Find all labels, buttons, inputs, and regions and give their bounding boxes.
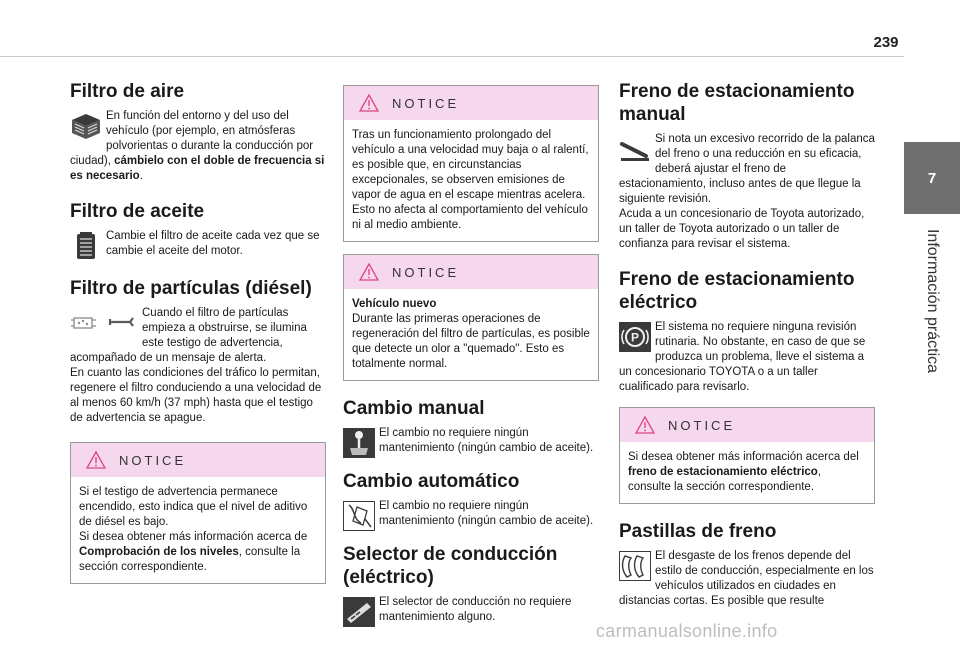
drive-selector-title-2: (eléctrico) bbox=[343, 567, 434, 588]
oil-filter-title: Filtro de aceite bbox=[70, 201, 205, 222]
brake-pads-text: El desgaste de los frenos depende del estilo de conducción, especialmente en los vehículos utilizados en ciudades en distancias cortas. Es posible que resulte bbox=[619, 550, 874, 607]
parking-brake-text-1: Si nota un excesivo recorrido de la palanca del freno o una reducción en su eficacia, deberá ajustar el freno de estacionamiento, incluso antes de que llegue la siguiente revisión. bbox=[619, 133, 875, 205]
parking-brake-body bbox=[619, 132, 875, 252]
particle-filter-text-1: Cuando el filtro de partículas empieza a obstruirse, se ilumina este testigo de advertencia, acompañado de un mensaje de alerta. bbox=[70, 307, 307, 364]
gear-lever-icon bbox=[343, 428, 375, 458]
notice-4-label: NOTICE bbox=[668, 417, 736, 433]
manual-gearbox-title: Cambio manual bbox=[343, 398, 485, 419]
air-filter-body bbox=[70, 109, 326, 184]
page-number: 239 bbox=[873, 34, 899, 51]
parking-brake-title-2: manual bbox=[619, 104, 686, 125]
oil-filter-text: Cambie el filtro de aceite cada vez que se cambie el aceite del motor. bbox=[106, 230, 320, 257]
parking-brake-text-2: Acuda a un concesionario de Toyota autorizado, un taller de Toyota autorizado o un taller de confianza para revisar el sistema. bbox=[619, 208, 865, 250]
particle-filter-warning-icon bbox=[70, 308, 138, 338]
chapter-title bbox=[912, 226, 952, 376]
air-filter-text-b: cámbielo con el doble de frecuencia si es necesario bbox=[70, 155, 325, 182]
particle-filter-body bbox=[70, 306, 326, 426]
electric-parking-brake-title-1: Freno de estacionamiento bbox=[619, 269, 855, 290]
notice-2-text: Tras un funcionamiento prolongado del vehículo a una velocidad muy baja o al ralentí, es posible que, en circunstancias excepcionales, se observen emisiones de vapor de agua en el escape mientras acelera. Esto no afecta al comportamiento del vehículo ni al medio ambiente. bbox=[352, 129, 589, 231]
air-filter-text-a: En función del entorno y del uso del vehículo (por ejemplo, en atmósferas polvorientas o durante la conducción por ciudad), bbox=[70, 110, 314, 167]
watermark: carmanualsonline.info bbox=[596, 621, 778, 641]
notice-1-text-2c: , consulte la sección correspondiente. bbox=[79, 546, 301, 573]
automatic-gearbox-icon bbox=[343, 501, 375, 531]
drive-selector-body bbox=[343, 595, 599, 627]
automatic-gearbox-title: Cambio automático bbox=[343, 471, 520, 492]
svg-text:P: P bbox=[630, 330, 640, 345]
automatic-gearbox-body bbox=[343, 499, 599, 531]
manual-gearbox-body bbox=[343, 426, 599, 458]
notice-4-text-b: freno de estacionamiento eléctrico bbox=[628, 466, 818, 478]
drive-selector-title-1: Selector de conducción bbox=[343, 544, 558, 565]
notice-4-text-a: Si desea obtener más información acerca del bbox=[628, 451, 859, 463]
warning-triangle-icon bbox=[634, 415, 656, 435]
notice-1-text-1: Si el testigo de advertencia permanece encendido, esto indica que el nivel de aditivo de diésel es bajo. bbox=[79, 486, 308, 528]
drive-selector-icon bbox=[343, 597, 375, 627]
brake-pads-title: Pastillas de freno bbox=[619, 521, 777, 542]
particle-filter-text-2: En cuanto las condiciones del tráfico lo permitan, regenere el filtro conduciendo a una velocidad de al menos 60 km/h (37 mph) hasta que el testigo de advertencia se apague. bbox=[70, 367, 322, 424]
notice-3-label: NOTICE bbox=[392, 264, 460, 280]
particle-filter-title: Filtro de partículas (diésel) bbox=[70, 278, 312, 299]
notice-1-label: NOTICE bbox=[119, 452, 187, 468]
oil-filter-icon bbox=[70, 231, 102, 261]
electric-parking-brake-text: El sistema no requiere ninguna revisión rutinaria. No obstante, en caso de que se produzca un problema, lleve el sistema a un concesionario TOYOTA o a un taller cualificado para revisarlo. bbox=[619, 321, 866, 393]
warning-triangle-icon bbox=[358, 262, 380, 282]
electric-parking-brake-title-2: eléctrico bbox=[619, 292, 698, 313]
automatic-gearbox-text: El cambio no requiere ningún mantenimiento (ningún cambio de aceite). bbox=[379, 500, 594, 527]
notice-box-1 bbox=[70, 442, 326, 584]
header-rule bbox=[0, 56, 904, 57]
warning-triangle-icon bbox=[358, 93, 380, 113]
air-filter-title: Filtro de aire bbox=[70, 81, 185, 102]
oil-filter-body bbox=[70, 229, 326, 261]
notice-box-2 bbox=[343, 85, 599, 242]
brake-pads-body bbox=[619, 549, 875, 609]
warning-triangle-icon bbox=[85, 450, 107, 470]
brake-pads-icon bbox=[619, 551, 651, 581]
notice-1-text-2b: Comprobación de los niveles bbox=[79, 546, 239, 558]
parking-brake-lever-icon bbox=[619, 134, 651, 164]
notice-4-text-c: , consulte la sección correspondiente. bbox=[628, 466, 822, 493]
chapter-tab[interactable] bbox=[904, 142, 960, 214]
manual-gearbox-text: El cambio no requiere ningún mantenimiento (ningún cambio de aceite). bbox=[379, 427, 594, 454]
notice-3-text: Durante las primeras operaciones de regeneración del filtro de partículas, es posible que detecte un olor a "quemado". Esto es totalmente normal. bbox=[352, 313, 590, 370]
notice-2-label: NOTICE bbox=[392, 95, 460, 111]
column-left bbox=[70, 80, 326, 584]
notice-box-4 bbox=[619, 407, 875, 504]
electric-parking-brake-icon bbox=[619, 322, 651, 352]
notice-box-3 bbox=[343, 254, 599, 381]
electric-parking-brake-body bbox=[619, 320, 875, 395]
parking-brake-title-1: Freno de estacionamiento bbox=[619, 81, 855, 102]
drive-selector-text: El selector de conducción no requiere mantenimiento alguno. bbox=[379, 596, 572, 623]
chapter-number: 7 bbox=[927, 169, 937, 187]
notice-3-heading: Vehículo nuevo bbox=[352, 298, 437, 310]
air-filter-icon bbox=[70, 111, 102, 141]
notice-1-text-2a: Si desea obtener más información acerca de bbox=[79, 531, 308, 543]
air-filter-text-c: . bbox=[139, 170, 143, 182]
column-middle bbox=[343, 85, 599, 627]
column-right bbox=[619, 80, 875, 609]
chapter-title-text: Información práctica bbox=[924, 228, 941, 374]
